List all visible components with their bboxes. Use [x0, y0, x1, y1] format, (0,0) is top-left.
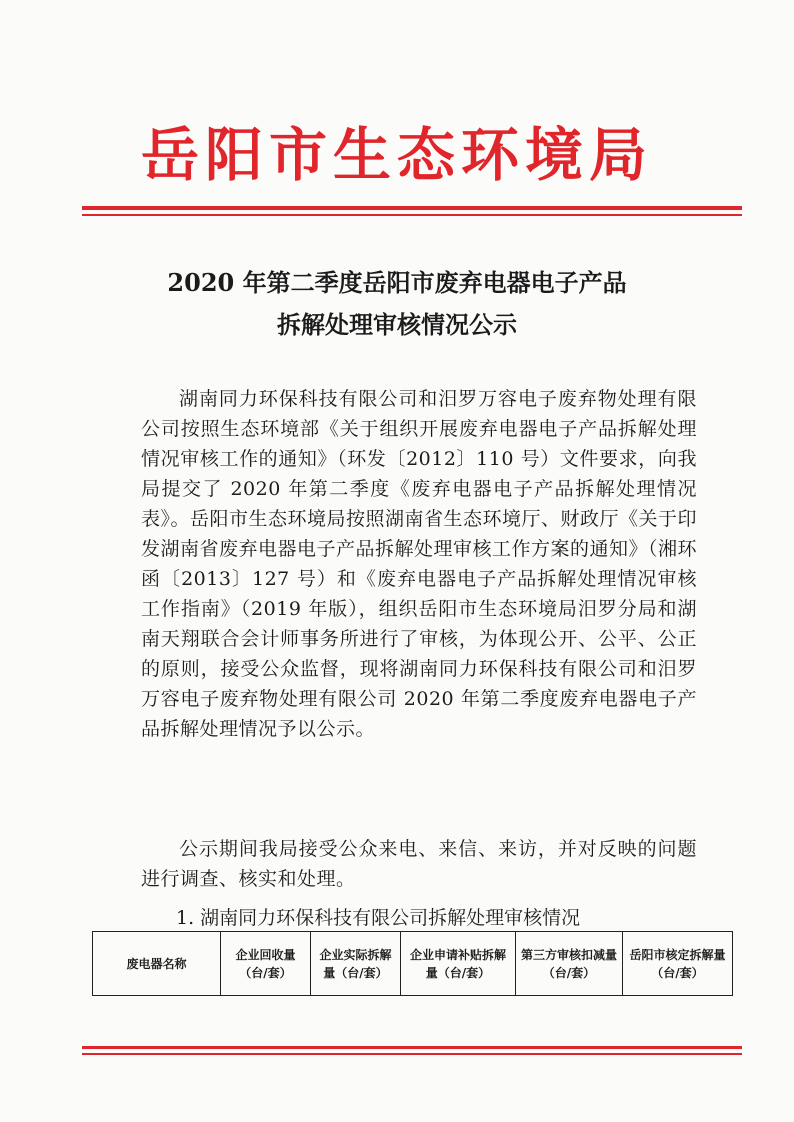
dismantling-review-table — [92, 931, 733, 996]
paragraph-1-text: 湖南同力环保科技有限公司和汨罗万容电子废弃物处理有限公司按照生态环境部《关于组织开展废弃电器电子产品拆解处理情况审核工作的通知》（环发〔2012〕110 号）文件要求，向我局提交了 2020 年第二季度《废弃电器电子产品拆解处理情况表》。岳阳市生态环境局按照湖南省生态环境厅、财政厅《关于印发湖南省废弃电器电子产品拆解处理审核工作方案的通知》（湘环函〔2013〕127 号）和《废弃电器电子产品拆解处理情况审核工作指南》（2019 年版），组织岳阳市生态环境局汨罗分局和湖南天翔联合会计师事务所进行了审核，为体现公开、公平、公正的原则，接受公众监督，现将湖南同力环保科技有限公司和汨罗万容电子废弃物处理有限公司 2020 年第二季度废弃电器电子产品拆解处理情况予以公示。 — [141, 388, 698, 740]
col-header-actual-dismantled: 企业实际拆解量（台/套） — [311, 932, 401, 996]
header-rule-thick — [82, 206, 742, 210]
notice-title-line1: 2020 年第二季度岳阳市废弃电器电子产品 — [167, 268, 627, 297]
col-header-collected-qty: 企业回收量（台/套） — [221, 932, 311, 996]
col-header-subsidy-requested: 企业申请补贴拆解量（台/套） — [401, 932, 516, 996]
table-header-row — [93, 932, 733, 996]
col-header-approved-qty: 岳阳市核定拆解量（台/套） — [623, 932, 733, 996]
body-paragraph-1 — [141, 384, 697, 744]
footer-rule-thick — [82, 1046, 742, 1049]
body-paragraph-2 — [141, 834, 697, 894]
col-header-appliance-name: 废电器名称 — [93, 932, 221, 996]
header-rule-thin — [82, 214, 742, 216]
section-1-heading: 1. 湖南同力环保科技有限公司拆解处理审核情况 — [176, 907, 581, 929]
notice-title-line2: 拆解处理审核情况公示 — [277, 310, 517, 339]
agency-letterhead-title: 岳阳市生态环境局 — [140, 121, 653, 189]
col-header-third-party-deduction: 第三方审核扣减量（台/套） — [516, 932, 623, 996]
paragraph-2-text: 公示期间我局接受公众来电、来信、来访，并对反映的问题进行调查、核实和处理。 — [141, 838, 697, 890]
footer-rule-thin — [82, 1053, 742, 1055]
